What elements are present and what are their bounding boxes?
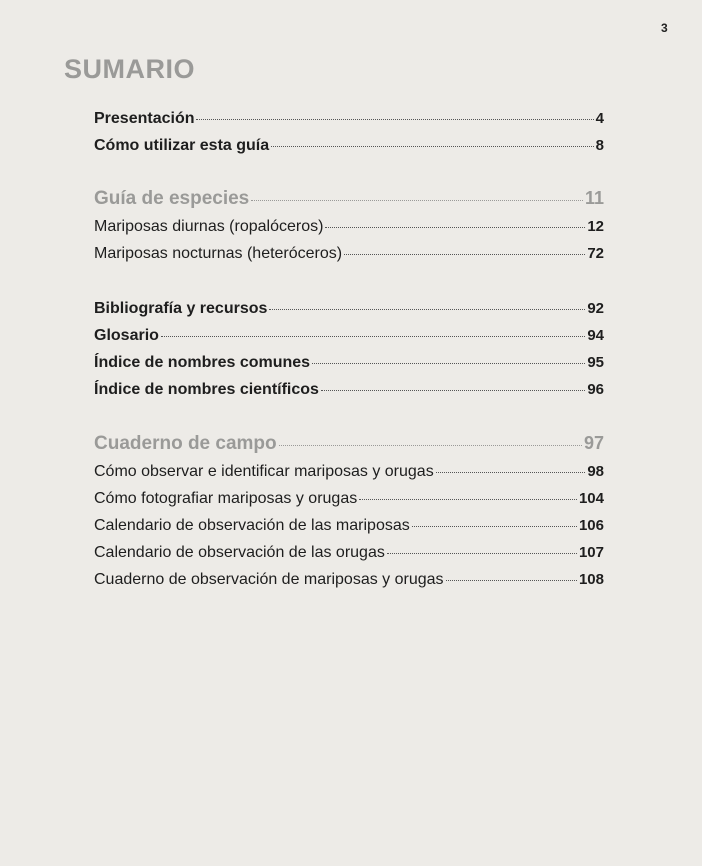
- dot-leader: [412, 526, 577, 527]
- toc-entry-indice-cientificos[interactable]: [94, 381, 604, 399]
- toc-entry-mariposas-nocturnas[interactable]: [94, 245, 604, 263]
- toc-entry-page: 95: [587, 354, 604, 371]
- toc-entry-label: Índice de nombres científicos: [94, 381, 319, 398]
- dot-leader: [312, 363, 585, 364]
- toc-entry-label: Cómo utilizar esta guía: [94, 137, 270, 154]
- page-number: 3: [661, 21, 668, 35]
- dot-leader: [321, 390, 585, 391]
- toc-entry-page: 98: [587, 463, 604, 480]
- dot-leader: [251, 200, 583, 201]
- toc-entry-bibliografia[interactable]: [94, 300, 604, 318]
- toc-entry-page: 104: [578, 490, 604, 507]
- toc-entry-page: 94: [587, 327, 604, 344]
- dot-leader: [436, 472, 586, 473]
- toc-entry-indice-comunes[interactable]: [94, 354, 604, 372]
- dot-leader: [446, 580, 577, 581]
- toc-entry-label: Cuaderno de observación de mariposas y orugas: [94, 571, 444, 588]
- toc-entry-page: 108: [578, 571, 604, 588]
- toc-entry-como-observar[interactable]: [94, 463, 604, 481]
- dot-leader: [325, 227, 585, 228]
- dot-leader: [387, 553, 577, 554]
- toc-entry-mariposas-diurnas[interactable]: [94, 218, 604, 236]
- toc-section-page: 11: [584, 188, 604, 208]
- toc-entry-label: Calendario de observación de las orugas: [94, 544, 385, 561]
- dot-leader: [271, 146, 594, 147]
- toc-section-page: 97: [583, 433, 604, 453]
- toc-entry-page: 106: [578, 517, 604, 534]
- toc-entry-label: Glosario: [94, 327, 159, 344]
- toc-entry-page: 96: [587, 381, 604, 398]
- toc-section-cuaderno-campo[interactable]: [94, 433, 604, 455]
- dot-leader: [279, 445, 582, 446]
- toc-entry-label: Mariposas diurnas (ropalóceros): [94, 218, 324, 235]
- dot-leader: [196, 119, 593, 120]
- toc-section-label: Cuaderno de campo: [94, 433, 277, 454]
- toc-entry-page: 12: [587, 218, 604, 235]
- toc-entry-label: Presentación: [94, 110, 195, 127]
- toc-entry-calendario-mariposas[interactable]: [94, 517, 604, 535]
- dot-leader: [269, 309, 585, 310]
- toc-entry-cuaderno-observacion[interactable]: [94, 571, 604, 589]
- toc-entry-page: 92: [587, 300, 604, 317]
- dot-leader: [344, 254, 585, 255]
- toc-entry-page: 8: [595, 137, 604, 154]
- toc-entry-label: Cómo observar e identificar mariposas y orugas: [94, 463, 434, 480]
- toc-entry-label: Cómo fotografiar mariposas y orugas: [94, 490, 358, 507]
- toc-entry-label: Índice de nombres comunes: [94, 354, 311, 371]
- toc-entry-como-fotografiar[interactable]: [94, 490, 604, 508]
- toc-entry-page: 72: [587, 245, 604, 262]
- toc-entry-label: Mariposas nocturnas (heteróceros): [94, 245, 343, 262]
- toc-section-guia-especies[interactable]: [94, 188, 604, 210]
- toc-entry-page: 4: [595, 110, 604, 127]
- toc-entry-label: Calendario de observación de las mariposas: [94, 517, 410, 534]
- page-title: SUMARIO: [64, 54, 195, 84]
- toc-entry-page: 107: [578, 544, 604, 561]
- toc-entry-glosario[interactable]: [94, 327, 604, 345]
- dot-leader: [359, 499, 577, 500]
- toc-entry-label: Bibliografía y recursos: [94, 300, 268, 317]
- toc-entry-como-utilizar[interactable]: [94, 137, 604, 155]
- toc-entry-calendario-orugas[interactable]: [94, 544, 604, 562]
- toc-section-label: Guía de especies: [94, 188, 250, 209]
- dot-leader: [161, 336, 585, 337]
- toc-entry-presentacion[interactable]: [94, 110, 604, 128]
